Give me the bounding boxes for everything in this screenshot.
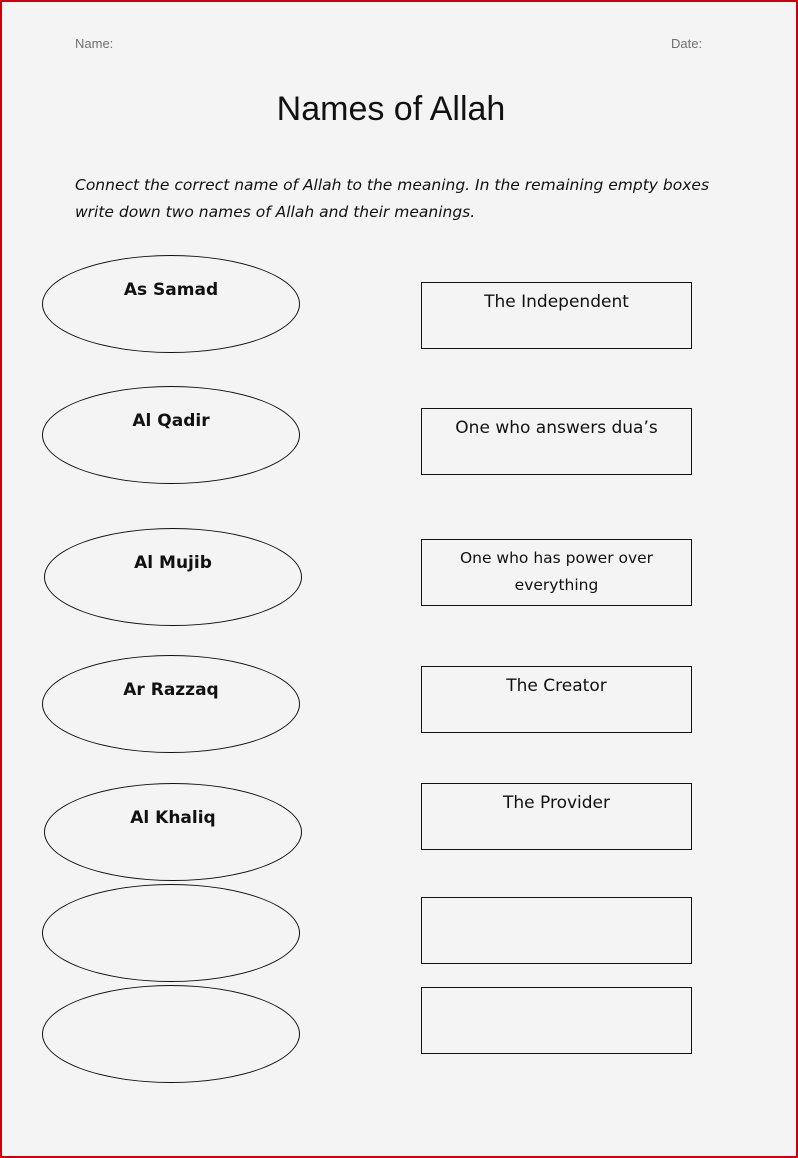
name-label-4: Ar Razzaq [123, 680, 219, 700]
meaning-label-1: The Independent [484, 292, 629, 312]
meaning-box-7-empty[interactable] [421, 987, 692, 1054]
name-oval-6-empty[interactable] [42, 884, 300, 982]
name-oval-5[interactable] [44, 783, 302, 881]
name-oval-3[interactable] [44, 528, 302, 626]
meaning-box-6-empty[interactable] [421, 897, 692, 964]
name-label-3: Al Mujib [134, 553, 212, 573]
instructions: Connect the correct name of Allah to the meaning. In the remaining empty boxes write down two names of Allah and their meanings. [75, 176, 710, 221]
meaning-box-4[interactable] [421, 666, 692, 733]
date-label: Date: [671, 36, 703, 51]
meaning-label-3: One who has power over everything [459, 549, 654, 594]
meaning-label-4: The Creator [506, 676, 607, 696]
name-label: Name: [75, 36, 114, 51]
meaning-box-2[interactable] [421, 408, 692, 475]
page-title: Names of Allah [276, 90, 506, 128]
meaning-box-3[interactable] [421, 539, 692, 606]
name-oval-7-empty[interactable] [42, 985, 300, 1083]
name-oval-2[interactable] [42, 386, 300, 484]
name-oval-4[interactable] [42, 655, 300, 753]
meaning-box-1[interactable] [421, 282, 692, 349]
name-label-1: As Samad [123, 280, 219, 300]
meaning-box-5[interactable] [421, 783, 692, 850]
meaning-label-2: One who answers dua’s [455, 418, 658, 438]
name-oval-1[interactable] [42, 255, 300, 353]
meaning-label-5: The Provider [502, 793, 610, 813]
name-label-2: Al Qadir [132, 411, 210, 431]
name-label-5: Al Khaliq [130, 808, 216, 828]
